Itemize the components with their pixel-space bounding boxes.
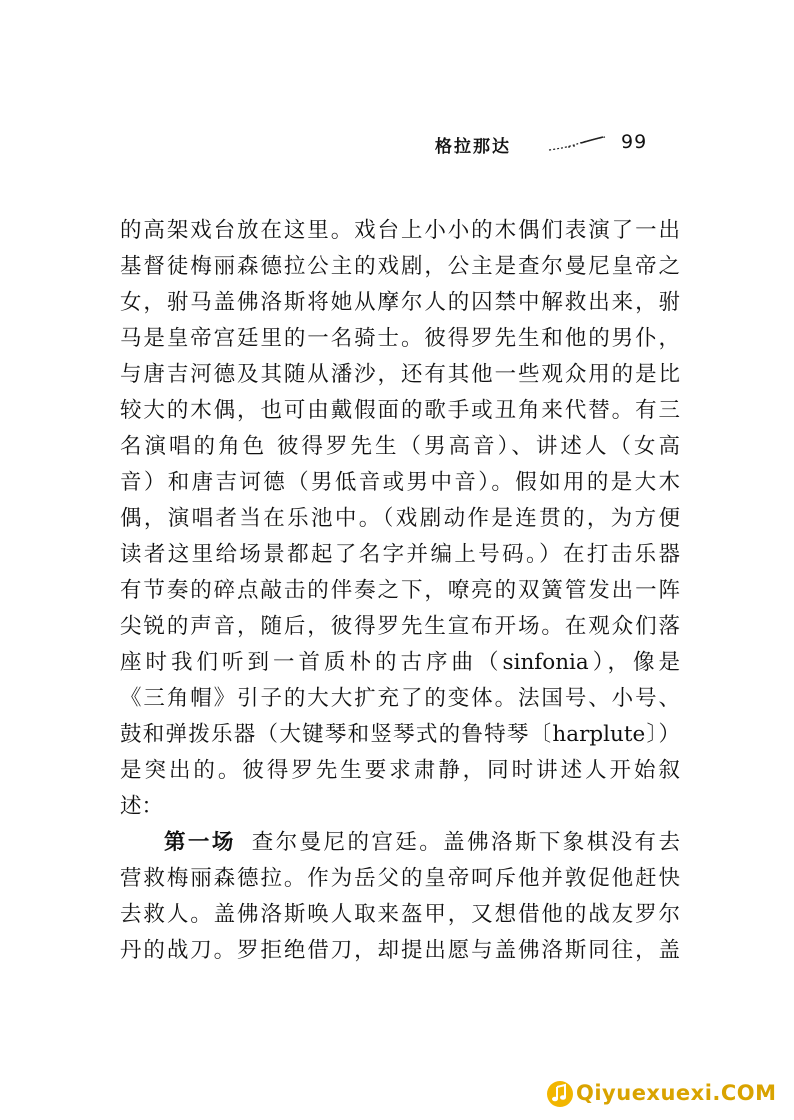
text-line: 《三角帽》引子的大大扩充了的变体。法国号、小号、 [120, 686, 680, 711]
scene-paragraph-first-line [120, 825, 680, 861]
text-line: 偶，演唱者当在乐池中。（戏剧动作是连贯的，为方便 [120, 506, 680, 531]
text-line: 鼓和弹拨乐器（大键琴和竖琴式的鲁特琴〔harplute〕） [120, 722, 680, 747]
text-line: 营救梅丽森德拉。作为岳父的皇帝呵斥他并敦促他赶快 [120, 866, 680, 891]
text-line: 与唐吉河德及其随从潘沙，还有其他一些观众用的是比 [120, 362, 680, 387]
text-line: 座时我们听到一首质朴的古序曲（sinfonia），像是 [120, 650, 680, 675]
text-line: 较大的木偶，也可由戴假面的歌手或丑角来代替。有三 [120, 398, 680, 423]
text-line: 有节奏的碎点敲击的伴奏之下，嘹亮的双簧管发出一阵 [120, 578, 680, 603]
page-number: 99 [621, 131, 648, 153]
text-line: 丹的战刀。罗拒绝借刀，却提出愿与盖佛洛斯同往，盖 [120, 938, 680, 963]
watermark-text: Qiyuexuexi.COM [576, 1081, 777, 1105]
text-line: 去救人。盖佛洛斯唤人取来盔甲，又想借他的战友罗尔 [120, 902, 680, 927]
text-line: 名演唱的角色 彼得罗先生（男高音）、讲述人（女高 [120, 434, 680, 459]
scene-text: 查尔曼尼的宫廷。盖佛洛斯下象棋没有去 [251, 830, 680, 855]
text-line: 读者这里给场景都起了名字并编上号码。）在打击乐器 [120, 542, 680, 567]
text-line: 尖锐的声音，随后，彼得罗先生宣布开场。在观众们落 [120, 614, 680, 639]
running-title: 格拉那达 [435, 137, 511, 157]
running-head [435, 130, 675, 160]
text-line: 音）和唐吉诃德（男低音或男中音）。假如用的是大木 [120, 470, 680, 495]
text-line: 马是皇帝宫廷里的一名骑士。彼得罗先生和他的男仆， [120, 326, 680, 351]
text-line: 的高架戏台放在这里。戏台上小小的木偶们表演了一出 [120, 218, 680, 243]
text-line: 述： [120, 794, 164, 819]
text-line: 是突出的。彼得罗先生要求肃静，同时讲述人开始叙 [120, 758, 680, 783]
scene-label: 第一场 [164, 830, 236, 855]
ornament-icon [547, 134, 607, 154]
music-note-icon [546, 1080, 574, 1108]
site-watermark [546, 1078, 786, 1110]
text-line: 基督徒梅丽森德拉公主的戏剧，公主是查尔曼尼皇帝之 [120, 254, 680, 279]
body-text [120, 213, 680, 969]
text-line: 女，驸马盖佛洛斯将她从摩尔人的囚禁中解救出来，驸 [120, 290, 680, 315]
